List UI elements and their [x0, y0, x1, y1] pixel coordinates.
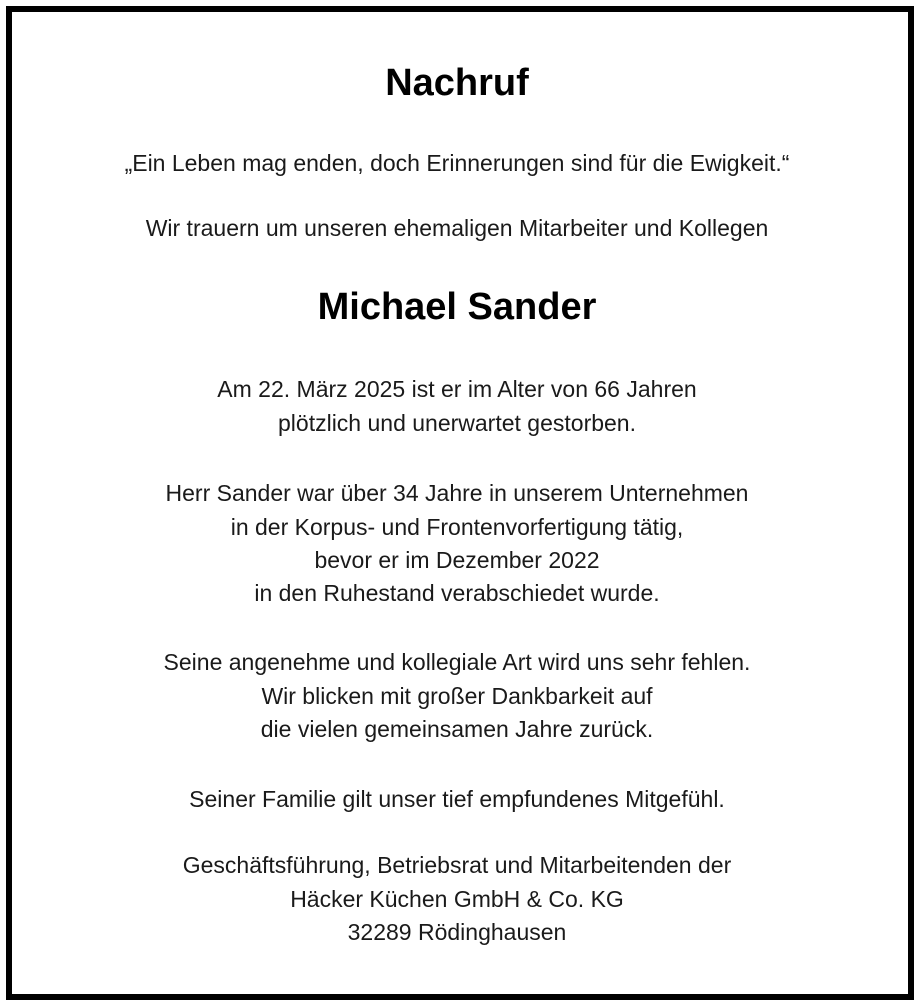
deceased-name: Michael Sander: [317, 286, 597, 328]
tribute-line-2: Wir blicken mit großer Dankbarkeit auf: [261, 683, 653, 709]
intro-line: Wir trauern um unseren ehemaligen Mitarbeiter und Kollegen: [145, 215, 769, 241]
death-line-2: plötzlich und unerwartet gestorben.: [278, 410, 636, 436]
career-line-2: in der Korpus- und Frontenvorfertigung tätig,: [230, 514, 684, 540]
tribute-line-1: Seine angenehme und kollegiale Art wird uns sehr fehlen.: [163, 649, 751, 675]
memorial-quote: „Ein Leben mag enden, doch Erinnerungen sind für die Ewigkeit.“: [124, 150, 790, 176]
signature-line-1: Geschäftsführung, Betriebsrat und Mitarbeitenden der: [182, 852, 732, 878]
death-line-1: Am 22. März 2025 ist er im Alter von 66 Jahren: [217, 376, 697, 402]
career-line-1: Herr Sander war über 34 Jahre in unserem Unternehmen: [165, 480, 749, 506]
tribute-line-3: die vielen gemeinsamen Jahre zurück.: [260, 716, 654, 742]
obituary-heading: Nachruf: [385, 62, 529, 104]
career-line-3: bevor er im Dezember 2022: [314, 547, 600, 573]
career-line-4: in den Ruhestand verabschiedet wurde.: [254, 580, 660, 606]
signature-line-2: Häcker Küchen GmbH & Co. KG: [290, 886, 624, 912]
signature-line-3: 32289 Rödinghausen: [347, 919, 567, 945]
condolence-line: Seiner Familie gilt unser tief empfundenes Mitgefühl.: [189, 786, 725, 812]
